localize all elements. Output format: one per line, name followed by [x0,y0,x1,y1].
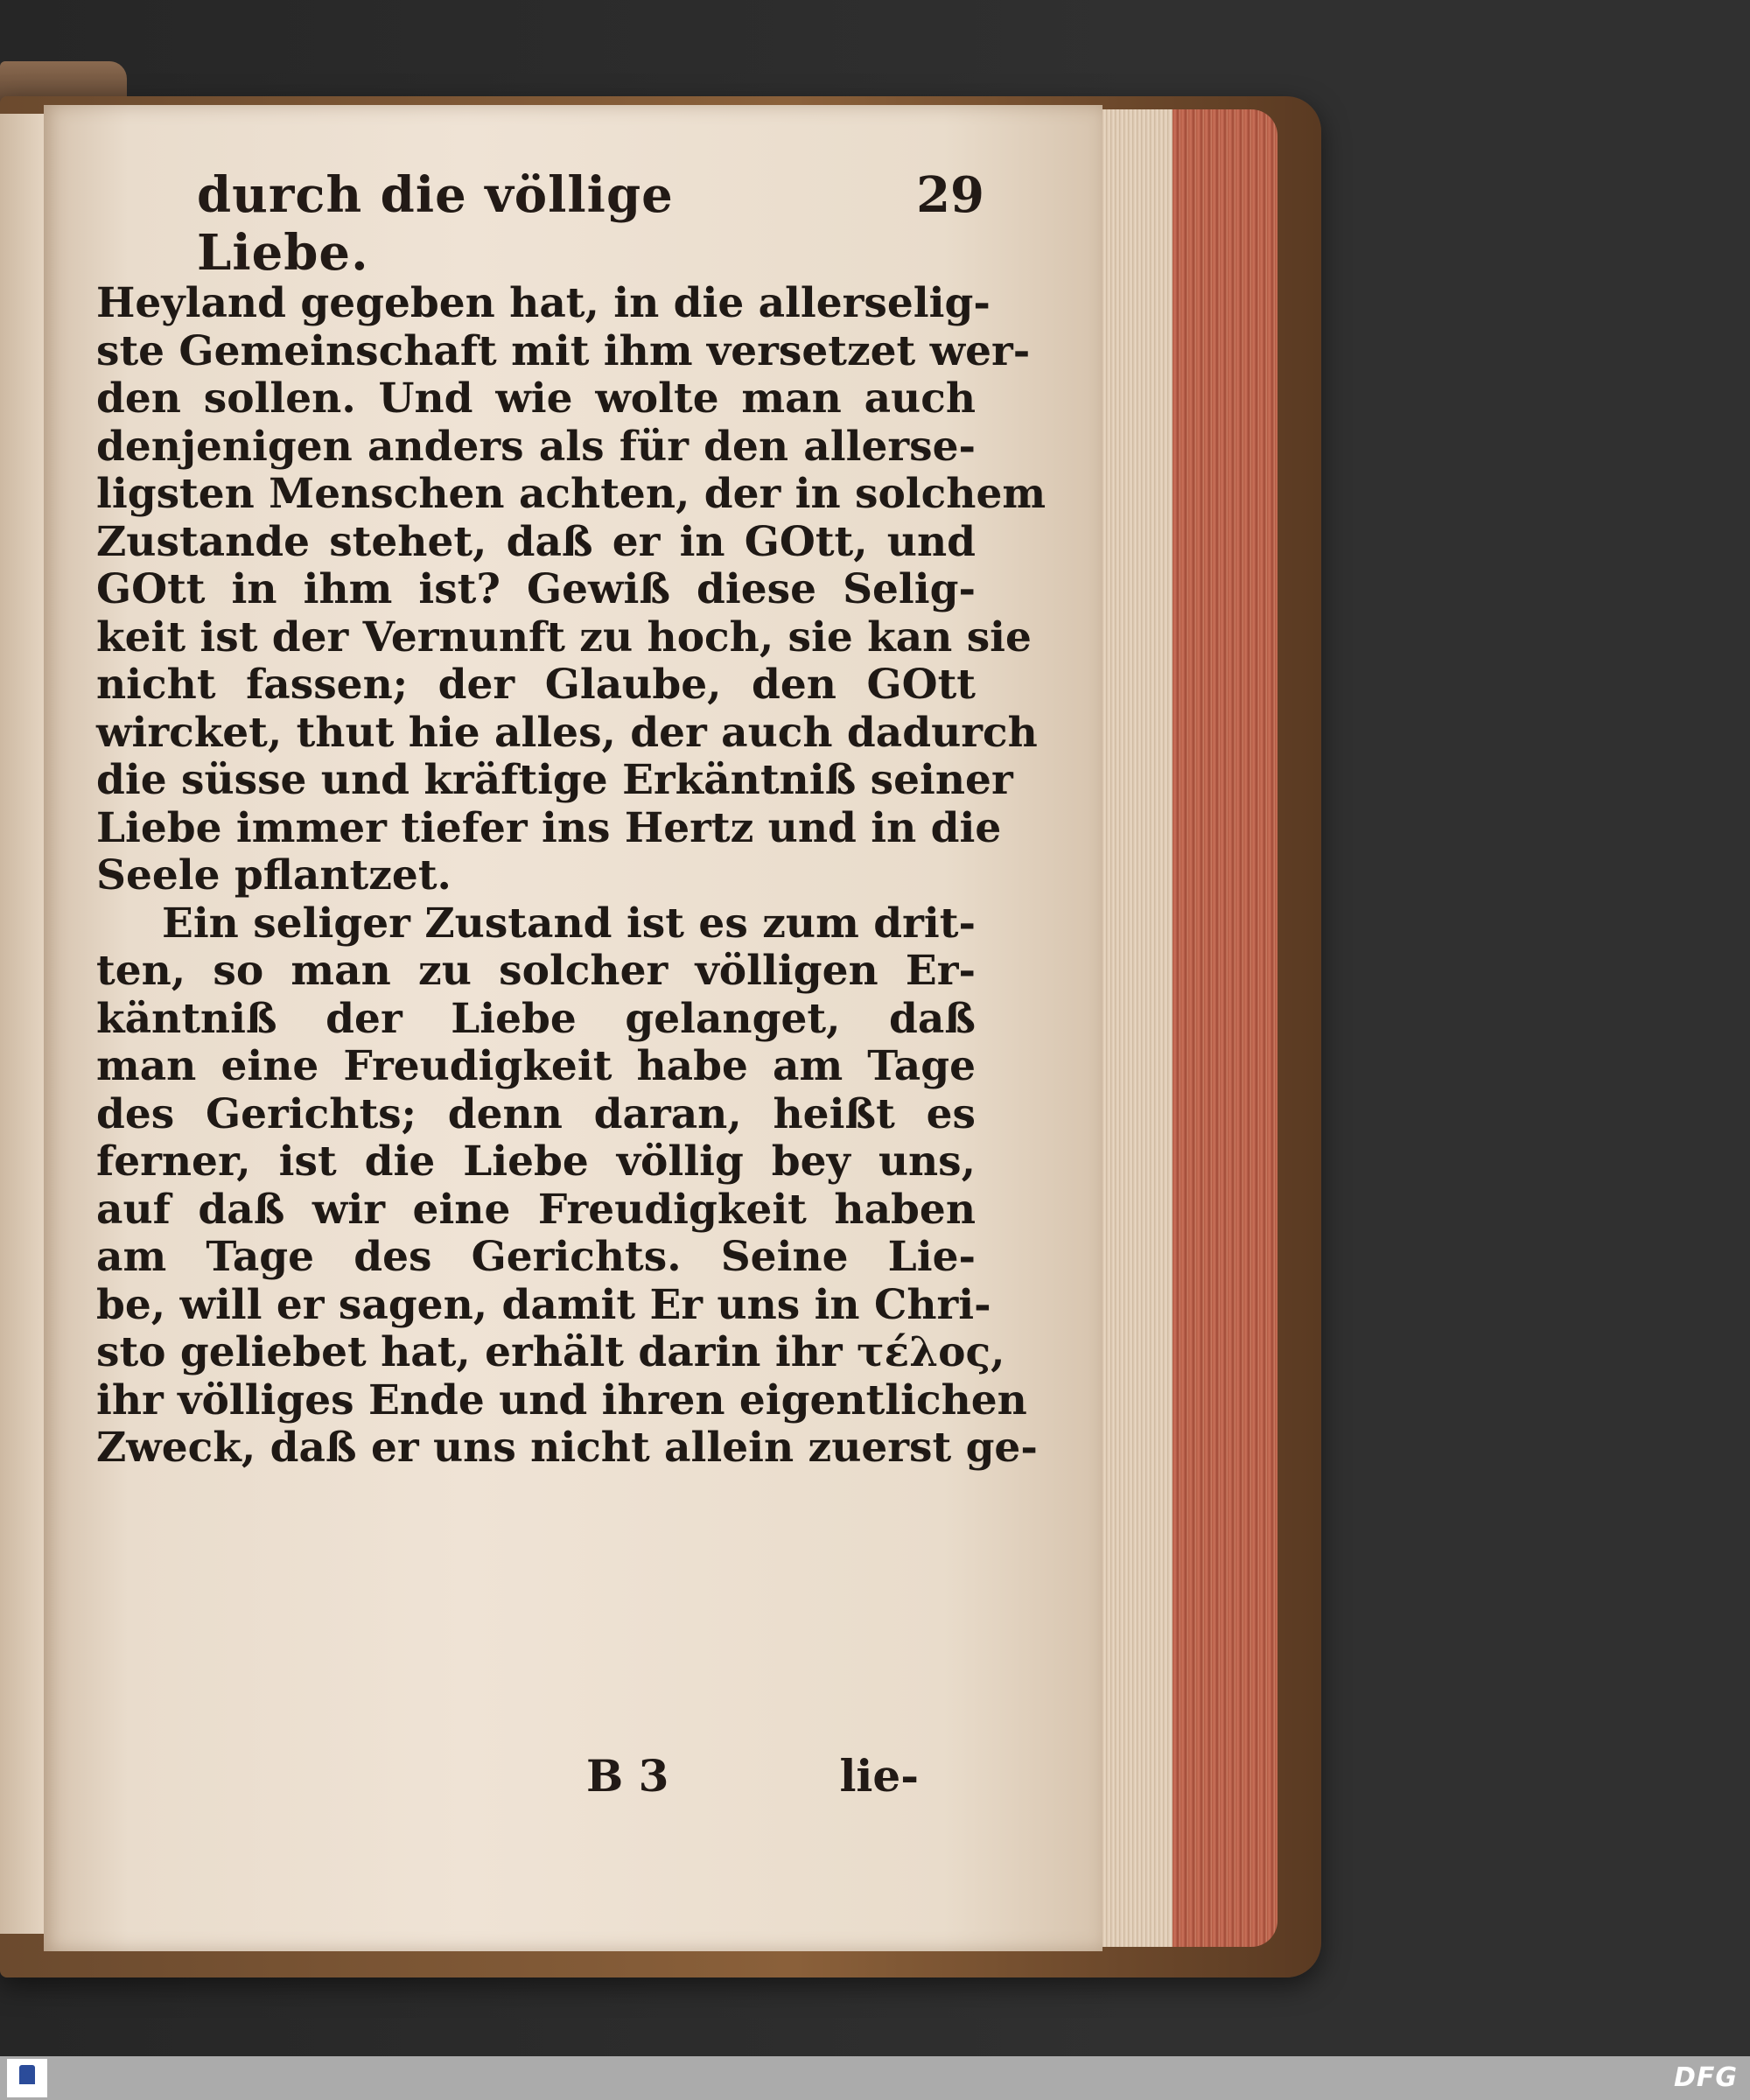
running-head [197,166,984,282]
left-page-edge [0,114,44,1934]
text-line: denjenigen anders als für den allerse- [96,422,976,471]
text-line: nicht fassen; der Glaube, den GOtt [96,661,976,709]
text-line: GOtt in ihm ist? Gewiß diese Selig- [96,565,976,613]
text-line: des Gerichts; denn daran, heißt es [96,1089,976,1138]
text-line: Zweck, daß er uns nicht allein zuerst ge- [96,1424,1038,1472]
text-line: Zustande stehet, daß er in GOtt, und [96,517,976,566]
page-number: 29 [916,166,984,224]
text-line: Liebe immer tiefer ins Hertz und in die [96,803,1002,852]
library-logo-icon[interactable] [7,2059,47,2097]
text-line: am Tage des Gerichts. Seine Lie- [96,1233,976,1281]
text-line: man eine Freudigkeit habe am Tage [96,1042,976,1090]
text-line: be, will er sagen, damit Er uns in Chri- [96,1280,991,1329]
text-line: wircket, thut hie alles, der auch dadurch [96,708,1038,757]
viewer-footer-bar [0,2056,1750,2100]
text-line: käntniß der Liebe gelanget, daß [96,994,976,1043]
text-line: ligsten Menschen achten, der in solchem [96,470,1046,518]
text-line: keit ist der Vernunft zu hoch, sie kan sie [96,612,1032,662]
text-line: Heyland gegeben hat, in die allerselig- [96,279,990,327]
text-line: ten, so man zu solcher völligen Er- [96,947,976,995]
catchword: lie- [839,1750,919,1802]
text-line: ste Gemeinschaft mit ihm versetzet wer- [96,326,1031,375]
signature-mark: B 3 [586,1750,669,1802]
text-line: sto geliebet hat, erhält darin ihr τέλος, [96,1328,1005,1376]
dfg-logo[interactable]: DFG [1673,2062,1738,2093]
text-line: ferner, ist die Liebe völlig bey uns, [96,1138,976,1186]
text-line: Seele pflantzet. [96,851,452,900]
body-text [96,279,1046,1473]
text-line: den sollen. Und wie wolte man auch [96,374,976,423]
text-line: auf daß wir eine Freudigkeit haben [96,1185,976,1234]
running-title: durch die völlige Liebe. [197,166,674,282]
text-line: ihr völliges Ende und ihren eigentlichen [96,1376,1027,1424]
page-leaves [1094,109,1172,1947]
page-footer [96,1750,919,1811]
text-line: die süsse und kräftige Erkäntniß seiner [96,756,1013,804]
text-line: Ein seliger Zustand ist es zum drit- [162,899,976,948]
